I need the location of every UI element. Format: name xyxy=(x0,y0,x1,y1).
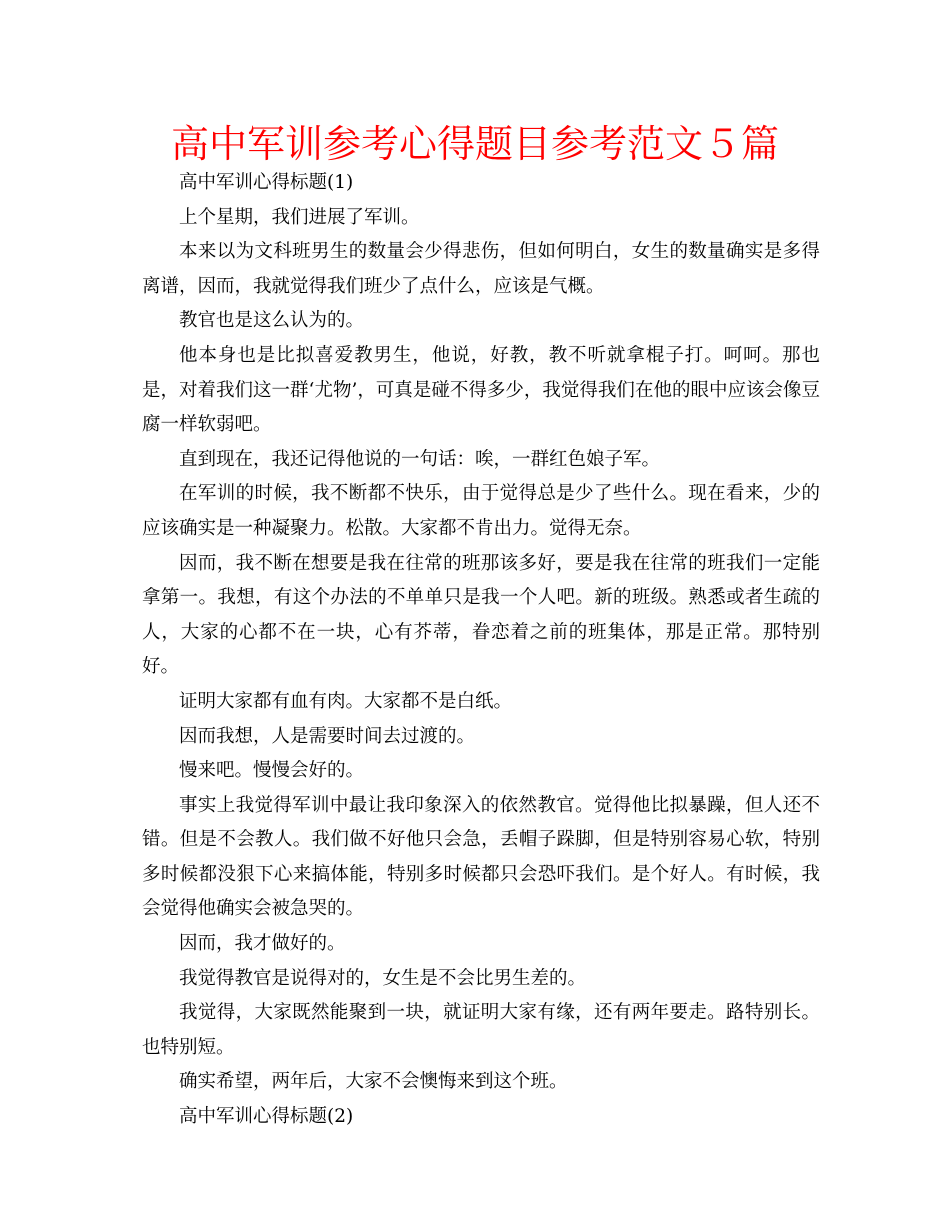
paragraph: 我觉得教官是说得对的，女生是不会比男生差的。 xyxy=(179,967,587,989)
paragraph: 直到现在，我还记得他说的一句话：唉，一群红色娘子军。 xyxy=(179,448,661,470)
paragraph: 在军训的时候，我不断都不快乐，由于觉得总是少了些什么。现在看来，少的应该确实是一种凝聚力。松散。大家都不肯出力。觉得无奈。 xyxy=(142,483,820,539)
paragraph: 确实希望，两年后，大家不会懊悔来到这个班。 xyxy=(179,1071,568,1093)
paragraph: 他本身也是比拟喜爱教男生，他说，好教，教不听就拿棍子打。呵呵。那也是，对着我们这一群‘尤物’，可真是碰不得多少，我觉得我们在他的眼中应该会像豆腐一样软弱吧。 xyxy=(142,344,820,436)
paragraph: 慢来吧。慢慢会好的。 xyxy=(179,760,365,782)
paragraph: 本来以为文科班男生的数量会少得悲伤，但如何明白，女生的数量确实是多得离谱，因而，我就觉得我们班少了点什么，应该是气概。 xyxy=(142,241,820,297)
document-body xyxy=(142,166,820,1135)
paragraph: 因而，我才做好的。 xyxy=(179,933,346,955)
paragraph: 高中军训心得标题(1) xyxy=(179,172,354,193)
paragraph: 上个星期，我们进展了军训。 xyxy=(179,206,420,228)
paragraph: 高中军训心得标题(2) xyxy=(179,1106,354,1128)
paragraph: 因而我想，人是需要时间去过渡的。 xyxy=(179,725,476,747)
paragraph: 教官也是这么认为的。 xyxy=(179,310,365,332)
paragraph: 因而，我不断在想要是我在往常的班那该多好，要是我在往常的班我们一定能拿第一。我想，有这个办法的不单单只是我一个人吧。新的班级。熟悉或者生疏的人，大家的心都不在一块，心有芥蒂，眷恋着之前的班集体，那是正常。那特别好。 xyxy=(142,552,820,678)
paragraph: 事实上我觉得军训中最让我印象深入的依然教官。觉得他比拟暴躁，但人还不错。但是不会教人。我们做不好他只会急，丢帽子跺脚，但是特别容易心软，特别多时候都没狠下心来搞体能，特别多时候都只会恐吓我们。是个好人。有时候，我会觉得他确实会被急哭的。 xyxy=(142,794,820,920)
paragraph: 证明大家都有血有肉。大家都不是白纸。 xyxy=(179,690,513,712)
document-title: 高中军训参考心得题目参考范文５篇 xyxy=(170,122,779,166)
paragraph: 我觉得，大家既然能聚到一块，就证明大家有缘，还有两年要走。路特别长。也特别短。 xyxy=(142,1002,820,1058)
